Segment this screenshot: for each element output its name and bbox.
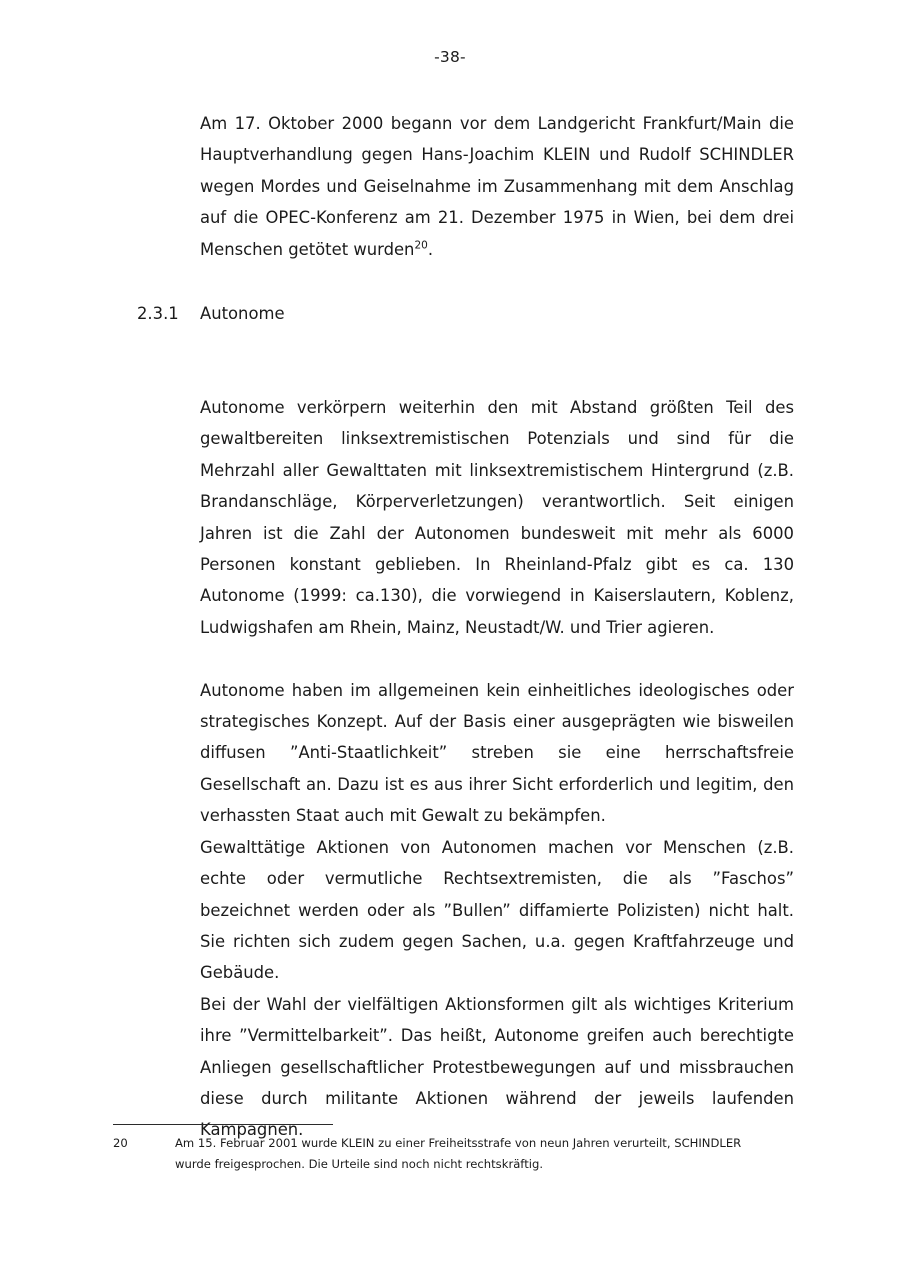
section-title: Autonome <box>200 304 285 323</box>
page-body-text <box>200 108 794 1146</box>
footnote-text: Am 15. Februar 2001 wurde KLEIN zu einer Freiheitsstrafe von neun Jahren verurteilt, SCHINDLER wurde freigesprochen. Die Urteile sind noch nicht rechtskräftig. <box>175 1136 742 1171</box>
paragraph-autonome-violence: Gewalttätige Aktionen von Autonomen machen vor Menschen (z.B. echte oder vermutliche Rechtsextremisten, die als ”Faschos” bezeichnet werden oder als ”Bullen” diffamierte Polizisten) nicht halt. Sie richten sich zudem gegen Sachen, u.a. gegen Kraftfahrzeuge und Gebäude. <box>200 837 794 983</box>
paragraph-autonome-potential: Autonome verkörpern weiterhin den mit Abstand größten Teil des gewaltbereiten linksextremistischen Potenzials und sind für die Mehrzahl aller Gewalttaten mit linksextremistischem Hintergrund (z.B. Brandanschläge, Körperverletzungen) verantwortlich. Seit einigen Jahren ist die Zahl der Autonomen bundesweit mit mehr als 6000 Personen konstant geblieben. In Rheinland-Pfalz gibt es ca. 130 Autonome (1999: ca.130), die vorwiegend in Kaiserslautern, Koblenz, Ludwigshafen am Rhein, Mainz, Neustadt/W. und Trier agieren. <box>200 398 794 637</box>
paragraph-opec-trial-text: Am 17. Oktober 2000 begann vor dem Landgericht Frankfurt/Main die Hauptverhandlung gegen Hans-Joachim KLEIN und Rudolf SCHINDLER wegen Mordes und Geiselnahme im Zusammenhang mit dem Anschlag auf die OPEC-Konferenz am 21. Dezember 1975 in Wien, bei dem drei Menschen getötet wurden <box>200 114 794 259</box>
paragraph-autonome-campaigns: Bei der Wahl der vielfältigen Aktionsformen gilt als wichtiges Kriterium ihre ”Vermittelbarkeit”. Das heißt, Autonome greifen auch berechtigte Anliegen gesellschaftlicher Protestbewegungen auf und missbrauchen diese durch militante Aktionen während der jeweils laufenden Kampagnen. <box>200 994 794 1140</box>
footnote-item <box>113 1133 813 1175</box>
page-number: -38- <box>434 48 466 66</box>
paragraph-opec-trial-period: . <box>427 239 434 259</box>
footnote-reference-20[interactable]: 20 <box>414 239 428 252</box>
footnote-number: 20 <box>113 1136 128 1150</box>
paragraph-opec-trial <box>200 108 794 265</box>
section-heading-2-3-1 <box>137 302 797 326</box>
section-number: 2.3.1 <box>137 304 179 323</box>
paragraph-autonome-ideology: Autonome haben im allgemeinen kein einheitliches ideologisches oder strategisches Konzept. Auf der Basis einer ausgeprägten wie bisweilen diffusen ”Anti-Staatlichkeit” streben sie eine herrschaftsfreie Gesellschaft an. Dazu ist es aus ihrer Sicht erforderlich und legitim, den verhassten Staat auch mit Gewalt zu bekämpfen. <box>200 680 794 826</box>
footnote-separator-rule <box>113 1124 333 1125</box>
footnote-area <box>113 1124 813 1175</box>
